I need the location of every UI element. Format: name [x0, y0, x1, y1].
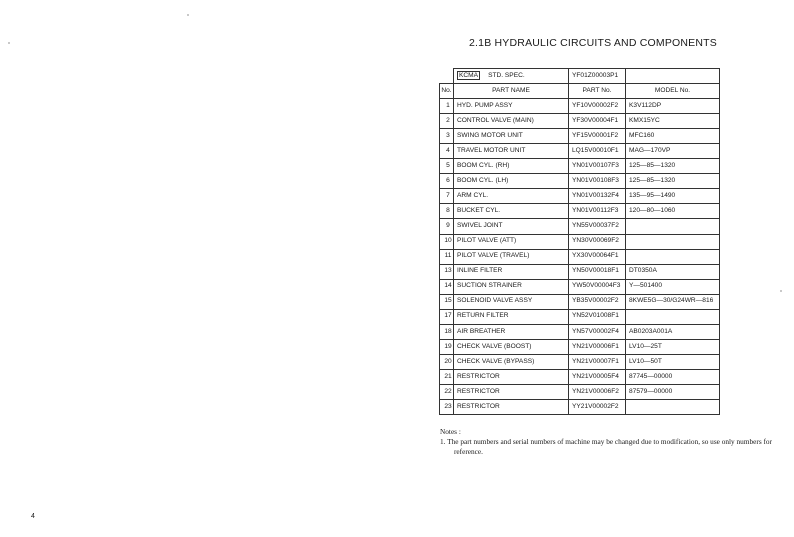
row-part-no: YN21V00006F2	[569, 384, 626, 399]
spec-model-no	[626, 69, 720, 84]
row-part-name: HYD. PUMP ASSY	[454, 99, 569, 114]
row-part-no: YB35V00002F2	[569, 294, 626, 309]
row-part-name: SUCTION STRAINER	[454, 279, 569, 294]
row-part-name: BOOM CYL. (RH)	[454, 159, 569, 174]
row-part-no: YW50V00004F3	[569, 279, 626, 294]
row-model-no: AB0203A001A	[626, 324, 720, 339]
row-part-name: CONTROL VALVE (MAIN)	[454, 114, 569, 129]
row-model-no	[626, 249, 720, 264]
row-no: 1	[440, 99, 454, 114]
row-part-name: PILOT VALVE (TRAVEL)	[454, 249, 569, 264]
row-model-no: 125—85—1320	[626, 174, 720, 189]
row-no: 3	[440, 129, 454, 144]
spec-blank-cell	[440, 69, 454, 84]
row-part-no: YF10V00002F2	[569, 99, 626, 114]
row-no: 15	[440, 294, 454, 309]
row-part-name: RESTRICTOR	[454, 369, 569, 384]
row-no: 5	[440, 159, 454, 174]
row-part-name: INLINE FILTER	[454, 264, 569, 279]
notes-heading: Notes :	[440, 427, 461, 436]
row-part-no: YN21V00005F4	[569, 369, 626, 384]
row-no: 17	[440, 309, 454, 324]
table-row	[440, 144, 720, 159]
row-part-no: YN50V00018F1	[569, 264, 626, 279]
row-part-no: YN52V01008F1	[569, 309, 626, 324]
row-model-no: MFC160	[626, 129, 720, 144]
header-part-no: PART No.	[569, 84, 626, 99]
row-no: 18	[440, 324, 454, 339]
row-part-no: YF15V00001F2	[569, 129, 626, 144]
table-row	[440, 234, 720, 249]
row-part-name: RESTRICTOR	[454, 384, 569, 399]
row-no: 11	[440, 249, 454, 264]
row-part-no: YN21V00006F1	[569, 339, 626, 354]
row-model-no	[626, 400, 720, 415]
row-part-name: ARM CYL.	[454, 189, 569, 204]
row-part-name: AIR BREATHER	[454, 324, 569, 339]
row-part-name: RESTRICTOR	[454, 400, 569, 415]
row-model-no: 120—80—1060	[626, 204, 720, 219]
page-number: 4	[31, 513, 35, 520]
row-part-no: YN55V00037F2	[569, 219, 626, 234]
row-part-name: BOOM CYL. (LH)	[454, 174, 569, 189]
scan-speck	[8, 42, 10, 44]
page-title: 2.1B HYDRAULIC CIRCUITS AND COMPONENTS	[469, 37, 717, 49]
row-model-no	[626, 234, 720, 249]
spec-label: STD. SPEC.	[488, 71, 525, 79]
row-no: 21	[440, 369, 454, 384]
row-part-no: YN01V00112F3	[569, 204, 626, 219]
row-model-no: 87745—00000	[626, 369, 720, 384]
table-row	[440, 174, 720, 189]
row-model-no: LV10—50T	[626, 354, 720, 369]
row-no: 4	[440, 144, 454, 159]
table-row	[440, 204, 720, 219]
row-no: 22	[440, 384, 454, 399]
row-no: 20	[440, 354, 454, 369]
row-no: 6	[440, 174, 454, 189]
table-row	[440, 354, 720, 369]
row-part-name: SWING MOTOR UNIT	[454, 129, 569, 144]
header-no: No.	[440, 84, 454, 99]
row-model-no: LV10—25T	[626, 339, 720, 354]
row-model-no: 135—95—1490	[626, 189, 720, 204]
row-part-name: SOLENOID VALVE ASSY	[454, 294, 569, 309]
table-row	[440, 189, 720, 204]
row-part-no: YN21V00007F1	[569, 354, 626, 369]
scan-speck	[780, 290, 782, 292]
header-part-name: PART NAME	[454, 84, 569, 99]
row-part-no: YN57V00002F4	[569, 324, 626, 339]
table-row	[440, 114, 720, 129]
row-part-no: YX30V00064F1	[569, 249, 626, 264]
notes-block	[440, 427, 794, 457]
table-row	[440, 159, 720, 174]
row-part-name: BUCKET CYL.	[454, 204, 569, 219]
row-model-no	[626, 219, 720, 234]
row-part-no: YN01V00107F3	[569, 159, 626, 174]
row-no: 8	[440, 204, 454, 219]
header-row	[440, 84, 720, 99]
row-part-no: YN01V00132F4	[569, 189, 626, 204]
table-row	[440, 294, 720, 309]
row-part-no: YN30V00069F2	[569, 234, 626, 249]
row-part-name: TRAVEL MOTOR UNIT	[454, 144, 569, 159]
row-part-no: YN01V00108F3	[569, 174, 626, 189]
brand-badge: KCMA	[459, 71, 479, 79]
row-no: 7	[440, 189, 454, 204]
table-row	[440, 400, 720, 415]
row-model-no: 125—85—1320	[626, 159, 720, 174]
row-part-no: LQ15V00010F1	[569, 144, 626, 159]
table-row	[440, 369, 720, 384]
row-part-name: SWIVEL JOINT	[454, 219, 569, 234]
row-model-no: KMX15YC	[626, 114, 720, 129]
table-row	[440, 339, 720, 354]
row-model-no: 8KWE5G—30/G24WR—816	[626, 294, 720, 309]
row-part-name: CHECK VALVE (BYPASS)	[454, 354, 569, 369]
row-part-no: YF30V00004F1	[569, 114, 626, 129]
row-no: 2	[440, 114, 454, 129]
table-row	[440, 309, 720, 324]
scan-speck	[187, 14, 189, 16]
spec-part-no: YF01Z00003P1	[569, 69, 626, 84]
row-part-name: CHECK VALVE (BOOST)	[454, 339, 569, 354]
row-no: 9	[440, 219, 454, 234]
row-part-name: PILOT VALVE (ATT)	[454, 234, 569, 249]
table-row	[440, 279, 720, 294]
row-model-no: MAG—170VP	[626, 144, 720, 159]
row-model-no: K3V112DP	[626, 99, 720, 114]
table-row	[440, 99, 720, 114]
row-no: 13	[440, 264, 454, 279]
parts-table	[439, 68, 720, 415]
spec-row	[440, 69, 720, 84]
row-no: 10	[440, 234, 454, 249]
table-row	[440, 264, 720, 279]
table-row	[440, 129, 720, 144]
note-item: 1. The part numbers and serial numbers of machine may be changed due to modification, so use only numbers for reference.	[440, 437, 772, 456]
header-model-no: MODEL No.	[626, 84, 720, 99]
row-no: 14	[440, 279, 454, 294]
row-no: 23	[440, 400, 454, 415]
row-part-name: RETURN FILTER	[454, 309, 569, 324]
row-part-no: YY21V00002F2	[569, 400, 626, 415]
table-row	[440, 324, 720, 339]
table-row	[440, 219, 720, 234]
row-model-no: DT0350A	[626, 264, 720, 279]
table-row	[440, 249, 720, 264]
row-model-no: Y—501400	[626, 279, 720, 294]
table-row	[440, 384, 720, 399]
row-model-no	[626, 309, 720, 324]
row-model-no: 87579—00000	[626, 384, 720, 399]
row-no: 19	[440, 339, 454, 354]
spec-label-cell	[454, 69, 569, 84]
